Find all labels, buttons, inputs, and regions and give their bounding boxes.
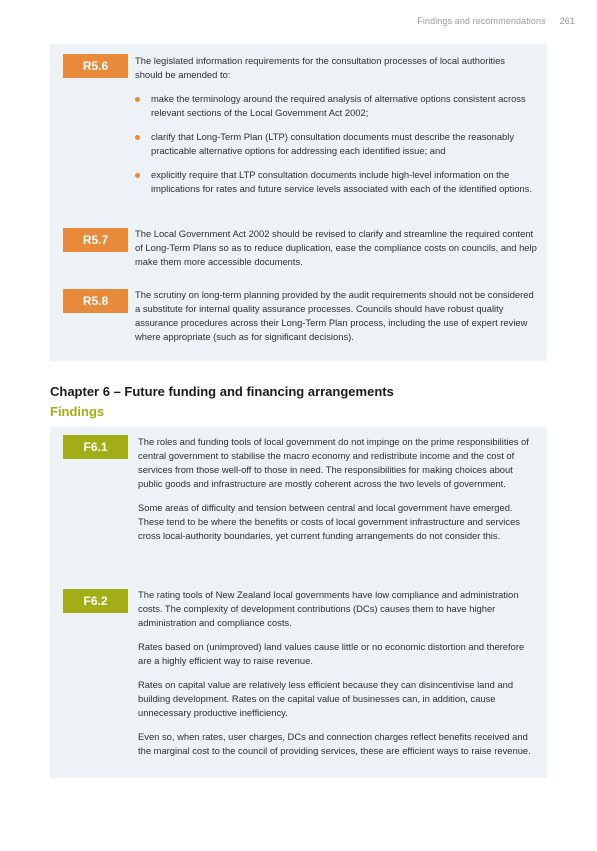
section-title: Findings and recommendations (417, 16, 546, 26)
chapter-heading: Chapter 6 – Future funding and financing arrangements (50, 384, 394, 399)
finding-paragraph: Rates on capital value are relatively less efficient because they can disincentivise land and building development. Rates on the capital value of businesses can, in addition, cause unnecessary productive inefficiency. (138, 679, 514, 718)
bullet-item: explicitly require that LTP consultation documents include high-level information on the implications for rates and future service levels associated with each of the identified options. (135, 168, 535, 196)
bullet-item: make the terminology around the required analysis of alternative options consistent across relevant sections of the Local Government Act 2002; (135, 92, 535, 120)
finding-paragraph: The rating tools of New Zealand local governments have low compliance and administration costs. The complexity of development contributions (DCs) causes them to have higher administration and compliance costs. (138, 589, 519, 628)
finding-paragraph: Even so, when rates, user charges, DCs and connection charges reflect benefits received and the marginal cost to the council of providing services, these are efficient ways to raise revenue. (138, 731, 531, 756)
recommendation-body (135, 54, 535, 196)
recommendation-body: The Local Government Act 2002 should be revised to clarify and streamline the required content of Long-Term Plans so as to reduce duplication, ease the compliance costs on councils, and help make them more accessible documents. (135, 228, 537, 267)
bullet-item: clarify that Long-Term Plan (LTP) consultation documents must describe the reasonably practicable alternative options for addressing each identified issue; and (135, 130, 535, 158)
finding-tag: F6.2 (63, 589, 128, 613)
bullet-icon (135, 135, 140, 140)
recommendation-tag: R5.8 (63, 289, 128, 313)
bullet-icon (135, 97, 140, 102)
findings-box (50, 427, 547, 778)
finding-tag: F6.1 (63, 435, 128, 459)
findings-heading: Findings (50, 404, 105, 419)
page-number: 261 (559, 16, 575, 26)
recommendation-tag: R5.6 (63, 54, 128, 78)
recommendations-box (50, 44, 547, 361)
bullet-list (135, 92, 535, 196)
bullet-icon (135, 173, 140, 178)
recommendation-intro: The legislated information requirements for the consultation processes of local authorities should be amended to: (135, 55, 505, 80)
finding-paragraph: The roles and funding tools of local government do not impinge on the prime responsibilities of central government to stabilise the macro economy and redistribute income and the cost of services from those well-off to those in need. The responsibilities for making choices about public goods and infrastructure are mostly coherent across the two levels of government. (138, 436, 529, 489)
finding-paragraph: Some areas of difficulty and tension between central and local government have emerged. These tend to be where the benefits or costs of local government infrastructure and services cross local-authority boundaries, yet current funding arrangements do not consider this. (138, 502, 520, 541)
recommendation-tag: R5.7 (63, 228, 128, 252)
finding-paragraph: Rates based on (unimproved) land values cause little or no economic distortion and therefore are a highly efficient way to raise revenue. (138, 641, 525, 666)
finding-body (138, 588, 538, 758)
finding-body (138, 435, 538, 543)
running-header (417, 16, 575, 26)
recommendation-body: The scrutiny on long-term planning provided by the audit requirements should not be considered a substitute for internal quality assurance processes. Councils should have robust quality assurance procedures across their Long-Term Plan process, including the use of expert review where appropriate (such as for significant decisions). (135, 289, 534, 342)
